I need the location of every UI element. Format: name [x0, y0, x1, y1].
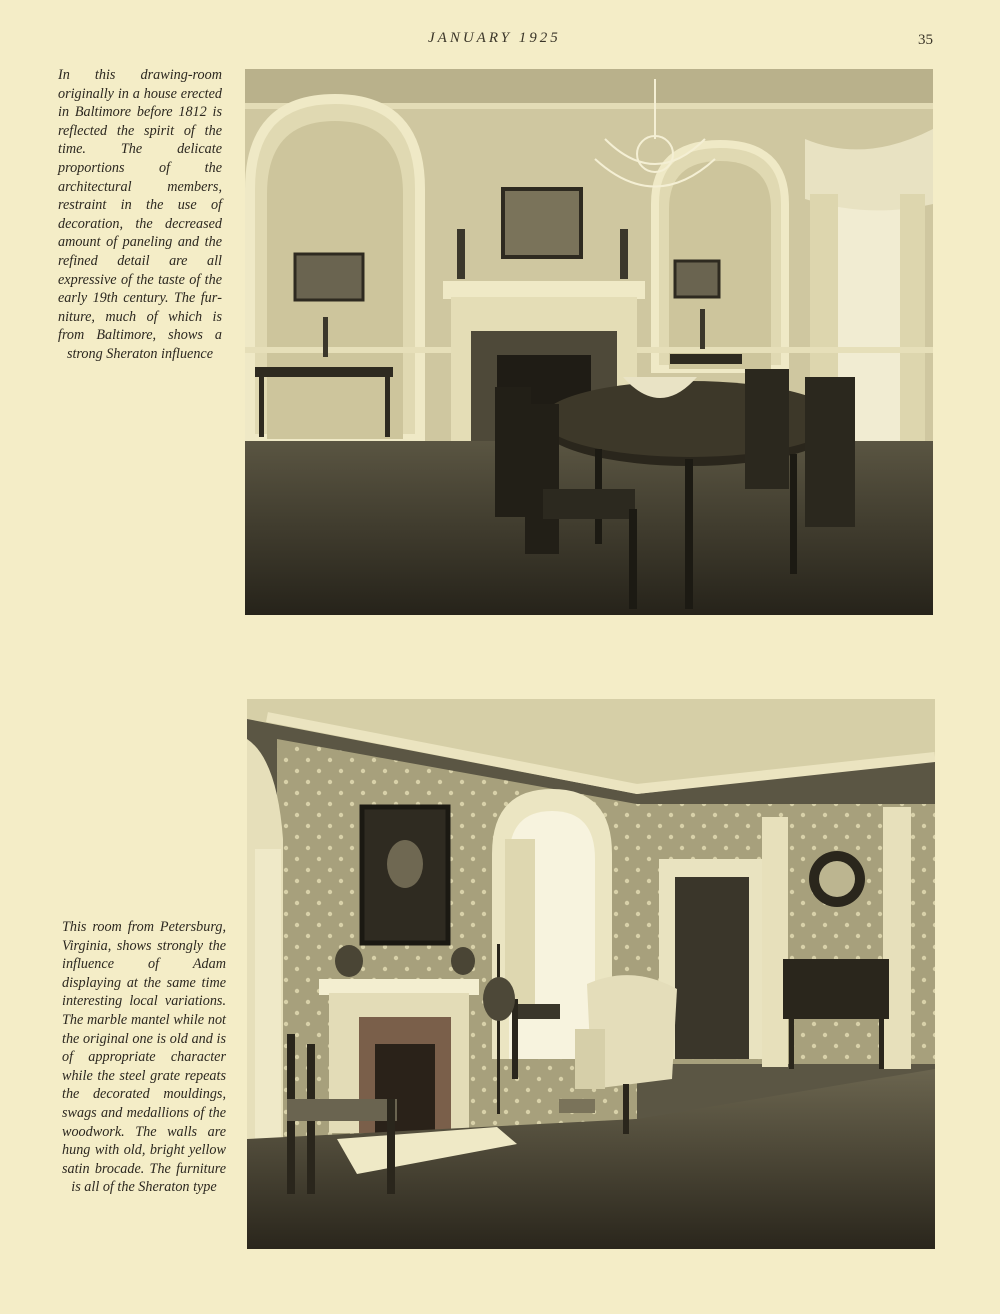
- photo-baltimore-drawing-room-illustration: [245, 69, 933, 615]
- caption-baltimore-drawing-room: In this drawing-room originally in a house erected in Baltimore before 1812 is reflected the spirit of the time. The delicate proportions of the architectural members, restraint in the use of decoration, the decreased amount of paneling and the refined detail are all expressive of the taste of the early 19th century. The furniture, much of which is from Baltimore, shows a strong Sheraton influence: [58, 67, 222, 362]
- photo-petersburg-room-illustration: [247, 699, 935, 1249]
- photo-petersburg-room: [247, 699, 935, 1249]
- page-number: 35: [918, 32, 933, 48]
- caption-petersburg-room: This room from Petersburg, Virginia, shows strongly the influence of Adam displaying at the same time interesting local variations. The marble mantel while not the original one is old and is of appropriate character while the steel grate repeats the decorated mouldings, swags and medallions of the woodwork. The walls are hung with old, bright yellow satin brocade. The furniture is all of the Sheraton type: [62, 919, 226, 1196]
- photo-baltimore-drawing-room: [245, 69, 933, 615]
- running-head: JANUARY 1925: [428, 30, 561, 46]
- page-header: [0, 30, 1000, 54]
